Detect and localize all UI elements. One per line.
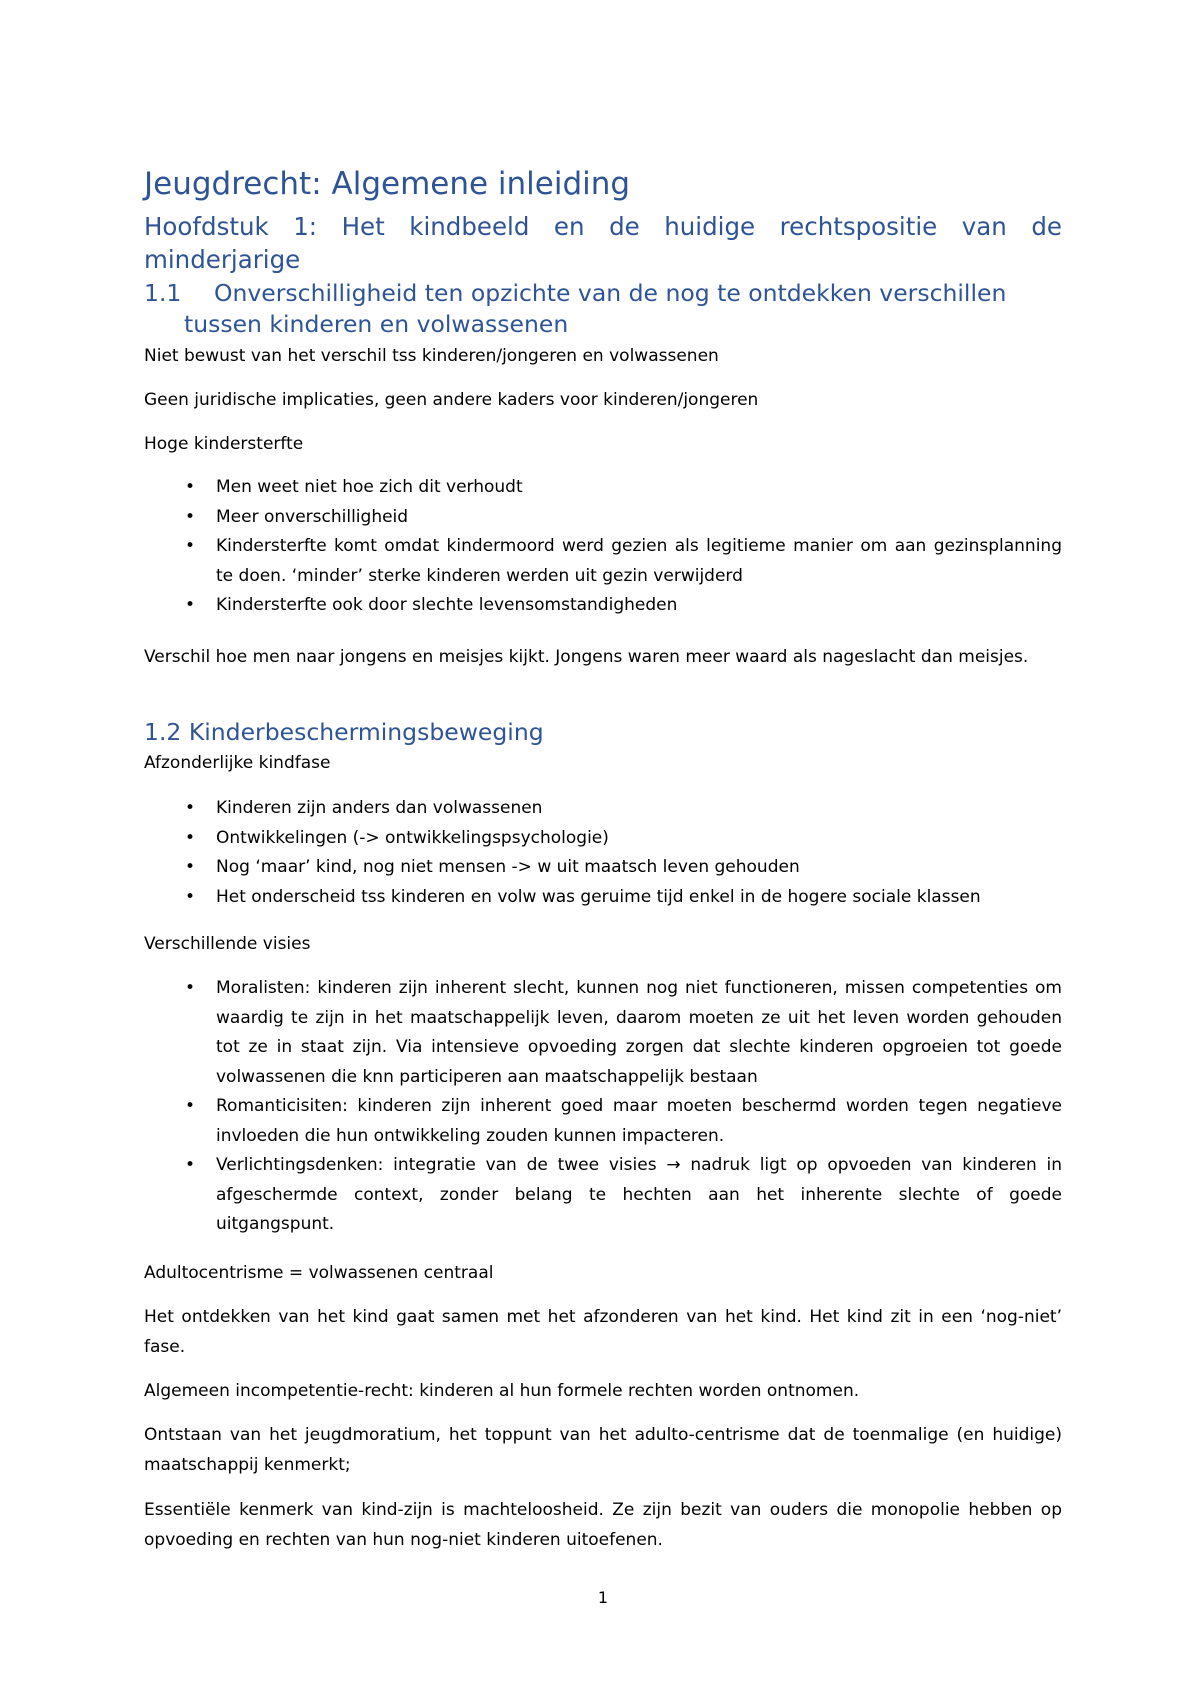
list-item: • Verlichtingsdenken: integratie van de twee visies → nadruk ligt op opvoeden van kinderen in afgeschermde context, zonder belang te hechten aan het inherente slechte of goede uitgangspunt. (144, 1151, 1062, 1240)
paragraph: Verschillende visies (144, 934, 311, 954)
paragraph: Niet bewust van het verschil tss kinderen/jongeren en volwassenen (144, 346, 719, 366)
bullet-icon: • (185, 477, 196, 497)
page-number: 1 (597, 1588, 609, 1607)
bullet-list (144, 974, 1062, 1240)
paragraph: Afzonderlijke kindfase (144, 753, 331, 773)
document-title: Jeugdrecht: Algemene inleiding (144, 166, 631, 202)
list-item: • Moralisten: kinderen zijn inherent slecht, kunnen nog niet functioneren, missen competenties om waardig te zijn in het maatschappelijk leven, daarom moeten ze uit het leven worden gehouden tot ze in staat zijn. Via intensieve opvoeding zorgen dat slechte kinderen opgroeien tot goede volwassenen die knn participeren aan maatschappelijk bestaan (144, 974, 1062, 1092)
paragraph: Algemeen incompetentie-recht: kinderen al hun formele rechten worden ontnomen. (144, 1381, 860, 1401)
bullet-icon: • (185, 827, 196, 848)
section-1-1-heading-line1: Onverschilligheid ten opzichte van de nog te ontdekken verschillen (214, 279, 1007, 307)
section-1-1-number: 1.1 (144, 279, 182, 307)
section-1-1-heading (144, 278, 1062, 340)
list-item: • Meer onverschilligheid (144, 503, 1062, 533)
document-page (144, 0, 1062, 1698)
bullet-icon: • (185, 978, 196, 998)
bullet-icon: • (185, 536, 196, 556)
chapter-heading: Hoofdstuk 1: Het kindbeeld en de huidige rechtspositie van de minderjarige (144, 212, 1062, 274)
bullet-list (144, 794, 1062, 912)
bullet-icon: • (185, 595, 196, 615)
paragraph: Hoge kindersterfte (144, 434, 304, 454)
paragraph: Adultocentrisme = volwassenen centraal (144, 1263, 494, 1283)
paragraph: Ontstaan van het jeugdmoratium, het toppunt van het adulto-centrisme dat de toenmalige (en huidige) maatschappij kenmerkt; (144, 1425, 1062, 1475)
list-item: • Kinderen zijn anders dan volwassenen (144, 794, 1062, 824)
bullet-icon: • (185, 798, 196, 818)
bullet-icon: • (185, 1096, 196, 1116)
list-item: • Men weet niet hoe zich dit verhoudt (144, 473, 1062, 503)
section-1-1-heading-line2: tussen kinderen en volwassenen (184, 310, 569, 338)
bullet-icon: • (185, 506, 196, 527)
list-item: • Kindersterfte komt omdat kindermoord werd gezien als legitieme manier om aan gezinsplanning te doen. ‘minder’ sterke kinderen werden uit gezin verwijderd (144, 532, 1062, 591)
list-item: • Romanticisiten: kinderen zijn inherent goed maar moeten beschermd worden tegen negatieve invloeden die hun ontwikkeling zouden kunnen impacteren. (144, 1092, 1062, 1151)
paragraph: Verschil hoe men naar jongens en meisjes kijkt. Jongens waren meer waard als nageslacht dan meisjes. (144, 647, 1029, 667)
paragraph: Het ontdekken van het kind gaat samen met het afzonderen van het kind. Het kind zit in een ‘nog-niet’ fase. (144, 1307, 1062, 1357)
list-item: • Het onderscheid tss kinderen en volw was geruime tijd enkel in de hogere sociale klassen (144, 883, 1062, 913)
bullet-list (144, 473, 1062, 621)
section-1-2-heading: 1.2 Kinderbeschermingsbeweging (144, 718, 544, 746)
list-item: • Ontwikkelingen (-> ontwikkelingspsychologie) (144, 824, 1062, 854)
bullet-icon: • (185, 886, 196, 907)
paragraph: Geen juridische implicaties, geen andere kaders voor kinderen/jongeren (144, 390, 759, 410)
list-item: • Nog ‘maar’ kind, nog niet mensen -> w uit maatsch leven gehouden (144, 853, 1062, 883)
paragraph: Essentiële kenmerk van kind-zijn is machteloosheid. Ze zijn bezit van ouders die monopolie hebben op opvoeding en rechten van hun nog-niet kinderen uitoefenen. (144, 1500, 1062, 1550)
bullet-icon: • (185, 857, 196, 877)
bullet-icon: • (185, 1155, 196, 1175)
list-item: • Kindersterfte ook door slechte levensomstandigheden (144, 591, 1062, 621)
